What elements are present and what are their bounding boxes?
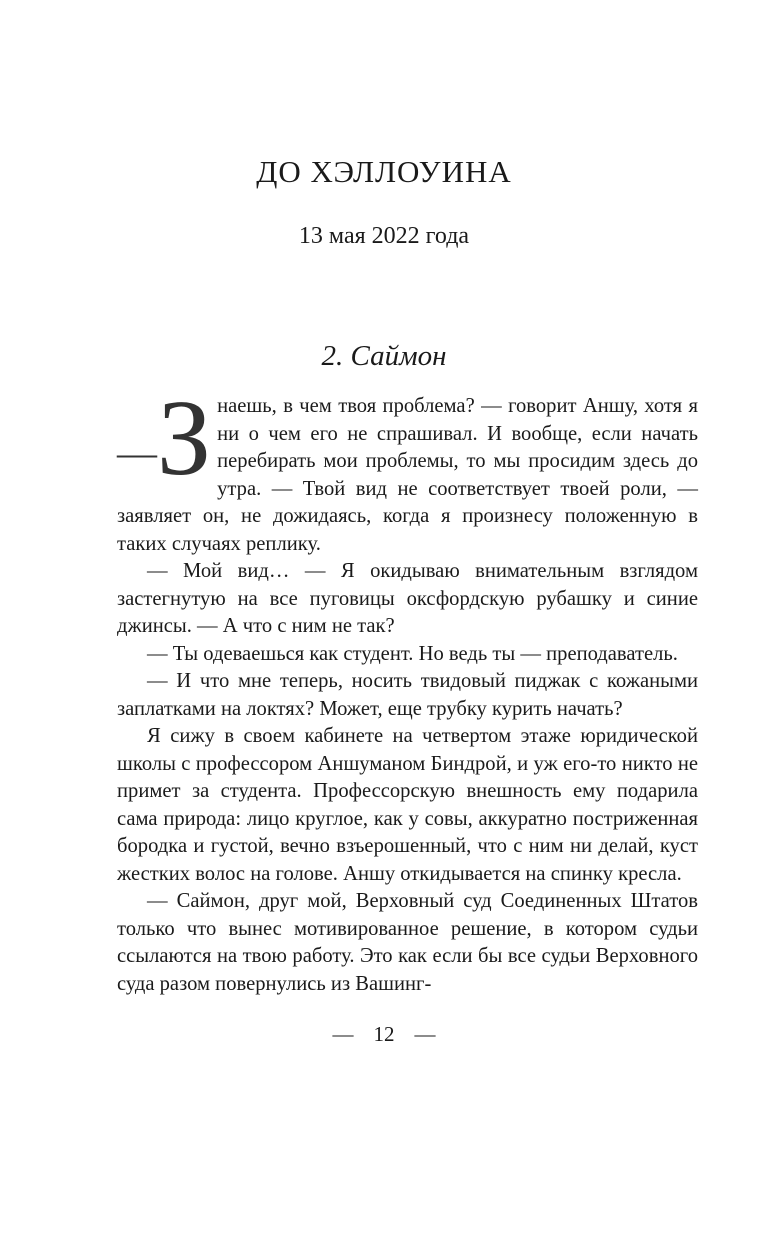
folio-dash-left: —: [332, 1022, 354, 1046]
drop-cap-dash: —: [117, 430, 157, 475]
drop-cap-letter: З: [157, 379, 212, 498]
part-date: 13 мая 2022 года: [298, 223, 470, 249]
part-title: ДО ХЭЛЛОУИНА: [256, 154, 512, 189]
body-text: [117, 379, 698, 998]
folio-dash-right: —: [414, 1022, 436, 1046]
paragraph: — Ты одеваешься как студент. Но ведь ты — преподаватель.: [147, 642, 678, 665]
paragraph: — И что мне теперь, носить твидовый пиджак с кожаными заплатками на локтях? Может, еще трубку курить начать?: [117, 670, 698, 720]
paragraph: — Мой вид… — Я окидываю внимательным взглядом застегнутую на все пуговицы оксфордскую рубашку и синие джинсы. — А что с ним не так?: [117, 560, 698, 637]
paragraph: — Саймон, друг мой, Верховный суд Соединенных Штатов только что вынес мотивированное решение, в котором судьи ссылаются на твою работу. Это как если бы все судьи Верховного суда разом повернулись из Вашинг-: [117, 890, 698, 995]
drop-cap: [117, 379, 212, 498]
paragraph-text: наешь, в чем твоя проблема? — говорит Аншу, хотя я ни о чем его не спрашивал. И вообще, если начать перебирать мои проблемы, то мы просидим здесь до утра. — Твой вид не соответствует твоей роли, — заявляет он, не дожидаясь, когда я произнесу положенную в таких случаях реплику.: [117, 395, 698, 555]
chapter-title: 2. Саймон: [321, 340, 447, 372]
page-number: 12: [373, 1022, 395, 1046]
paragraph: Я сижу в своем кабинете на четвертом этаже юридической школы с профессором Аншуманом Биндрой, и уж его-то никто не примет за студента. Профессорскую внешность ему подарила сама природа: лицо круглое, как у совы, аккуратно постриженная бородка и густой, вечно взъерошенный, что с ним ни делай, куст жестких волос на голове. Аншу откидывается на спинку кресла.: [117, 725, 698, 885]
paragraph: [117, 379, 698, 558]
page-folio: [0, 1020, 768, 1048]
